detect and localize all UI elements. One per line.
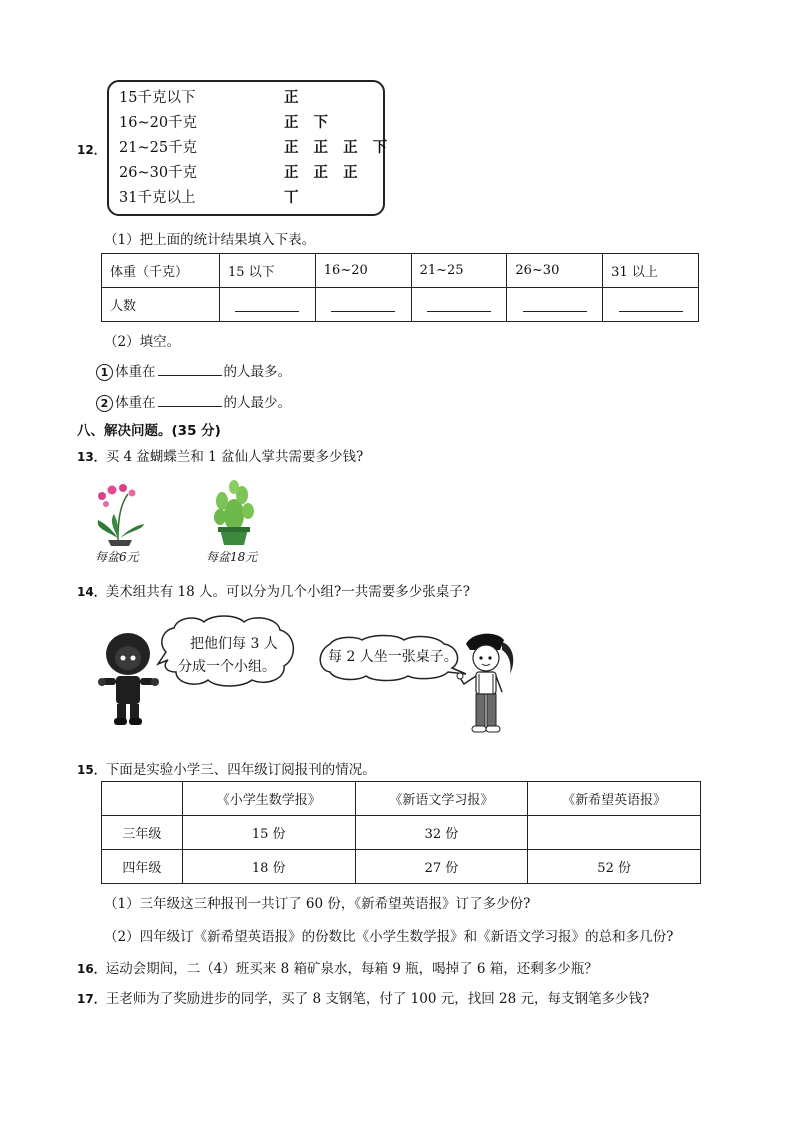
question-number: 13． <box>77 450 106 464</box>
table-row-header: 三年级 <box>102 816 183 850</box>
table-cell: 15 份 <box>182 816 355 850</box>
answer-blank[interactable] <box>603 288 699 322</box>
tally-range: 16~20千克 <box>119 115 198 131</box>
boy-figure <box>98 632 160 727</box>
question-text: 王老师为了奖励进步的同学，买了 8 支钢笔，付了 100 元，找回 28 元，每支钢笔多少钱? <box>105 991 650 1007</box>
answer-blank[interactable] <box>411 288 507 322</box>
table-header-cell: 人数 <box>102 288 220 322</box>
cactus-price-caption: 每盆18元 <box>206 550 258 564</box>
question-text: 运动会期间，二（4）班买来 8 箱矿泉水，每箱 9 瓶，喝掉了 6 箱，还剩多少瓶？ <box>105 961 598 977</box>
table-cell: 31 以上 <box>603 254 699 288</box>
q15-part1: （1）三年级这三种报刊一共订了 60 份，《新希望英语报》订了多少份? <box>104 896 531 912</box>
question-15 <box>77 758 376 778</box>
question-number: 12． <box>77 143 106 157</box>
question-text: 买 4 盆蝴蝶兰和 1 盆仙人掌共需要多少钱? <box>105 449 364 465</box>
question-17 <box>77 987 649 1007</box>
weight-table <box>101 253 699 322</box>
girl-figure <box>456 632 518 737</box>
question-number: 16． <box>77 962 106 976</box>
table-cell: 26~30 <box>507 254 603 288</box>
circled-number: 2 <box>96 395 113 412</box>
answer-blank[interactable] <box>315 288 411 322</box>
table-row-header: 四年级 <box>102 850 183 884</box>
orchid-picture <box>90 480 150 546</box>
answer-blank[interactable] <box>158 394 222 407</box>
q15-part2: （2）四年级订《新希望英语报》的份数比《小学生数学报》和《新语文学习报》的总和多几份? <box>104 929 674 945</box>
table-header-cell: 体重（千克） <box>102 254 220 288</box>
table-cell <box>528 816 701 850</box>
q12-part2: （2）填空。 <box>104 334 181 350</box>
cactus-picture <box>206 477 262 547</box>
tally-range: 21~25千克 <box>119 140 198 156</box>
tally-marks: 正 下 <box>284 115 334 131</box>
table-header-cell: 《小学生数学报》 <box>182 782 355 816</box>
tally-marks: 正 <box>284 90 304 106</box>
table-cell: 16~20 <box>315 254 411 288</box>
table-header-cell: 《新希望英语报》 <box>528 782 701 816</box>
fill-text: 的人最少。 <box>223 395 291 411</box>
tally-marks: 丅 <box>284 190 304 206</box>
question-13 <box>77 445 363 465</box>
tally-box <box>107 80 393 216</box>
newspaper-table <box>101 781 701 884</box>
question-number: 14． <box>77 585 106 599</box>
table-cell: 15 以下 <box>219 254 315 288</box>
question-number: 15． <box>77 763 106 777</box>
table-cell: 18 份 <box>182 850 355 884</box>
answer-blank[interactable] <box>158 363 222 376</box>
tally-range: 15千克以下 <box>119 90 196 106</box>
tally-marks: 正 正 正 下 <box>284 140 393 156</box>
bubble-2-text: 每 2 人坐一张桌子。 <box>328 649 458 665</box>
question-text: 美术组共有 18 人。可以分为几个小组?一共需要多少张桌子? <box>105 584 470 600</box>
question-16 <box>77 957 598 977</box>
table-cell: 32 份 <box>355 816 528 850</box>
tally-marks: 正 正 正 <box>284 165 363 181</box>
table-row <box>102 782 701 816</box>
question-number: 17． <box>77 992 106 1006</box>
section-heading: 八、解决问题。(35 分) <box>77 423 221 439</box>
q12-part1: （1）把上面的统计结果填入下表。 <box>104 232 316 248</box>
fill-text: 的人最多。 <box>223 364 291 380</box>
table-row <box>102 254 699 288</box>
question-text: 下面是实验小学三、四年级订阅报刊的情况。 <box>105 762 376 778</box>
table-header-cell <box>102 782 183 816</box>
table-header-cell: 《新语文学习报》 <box>355 782 528 816</box>
tally-range: 31千克以上 <box>119 190 196 206</box>
fill-text: 体重在 <box>115 395 156 411</box>
question-14 <box>77 580 470 600</box>
tally-range: 26~30千克 <box>119 165 198 181</box>
bubble-1-line-2: 分成一个小组。 <box>178 659 276 675</box>
orchid-price-caption: 每盆6元 <box>95 550 139 564</box>
table-cell: 27 份 <box>355 850 528 884</box>
table-row <box>102 850 701 884</box>
fill-line-1 <box>96 360 291 381</box>
bubble-1-line-1: 把他们每 3 人 <box>190 636 278 652</box>
answer-blank[interactable] <box>219 288 315 322</box>
fill-text: 体重在 <box>115 364 156 380</box>
table-row <box>102 816 701 850</box>
fill-line-2 <box>96 391 291 412</box>
table-row <box>102 288 699 322</box>
table-cell: 21~25 <box>411 254 507 288</box>
table-cell: 52 份 <box>528 850 701 884</box>
answer-blank[interactable] <box>507 288 603 322</box>
circled-number: 1 <box>96 364 113 381</box>
